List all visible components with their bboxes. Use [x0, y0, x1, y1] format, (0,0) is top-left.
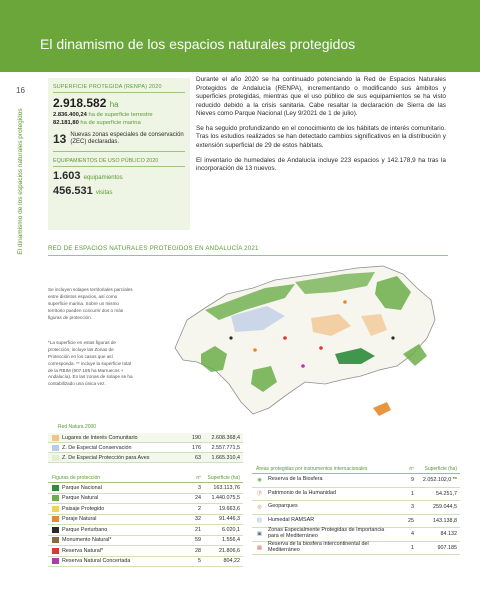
table-row	[252, 542, 460, 556]
body-paragraph: El inventario de humedales de Andalucía incluye 223 espacios y 142.178,9 ha tras la incorporación de 13 nuevos.	[196, 156, 446, 173]
row-count: 21	[195, 526, 201, 533]
red-natura-title: Red Natura 2000	[58, 424, 97, 430]
row-count: 32	[195, 516, 201, 523]
page-header	[0, 0, 480, 72]
legend-swatch	[52, 506, 59, 512]
table-header: Figuras de protección nº Superficie (ha)	[48, 474, 243, 483]
key-figures-box	[48, 78, 190, 230]
row-label: Humedal RAMSAR	[268, 516, 315, 523]
protection-figures-table	[48, 474, 243, 567]
row-label: Parque Natural	[62, 495, 99, 502]
biosphere-icon: ◉	[257, 477, 262, 484]
row-count: 59	[195, 537, 201, 544]
body-paragraph: Se ha seguido profundizando en el conocimiento de los hábitats de interés comunitario. Tras los estudios realizados se han detectado cambios significativos en la distribución y extensión superficial de 29 de estos hábitats.	[196, 124, 446, 150]
red-natura-table	[48, 433, 243, 463]
table-row	[48, 515, 243, 526]
row-surface: 143.138,8	[433, 517, 457, 524]
row-count: 24	[195, 495, 201, 502]
side-section-label	[16, 100, 26, 265]
legend-swatch	[52, 527, 59, 533]
intercontinental-icon: ▤	[257, 544, 262, 551]
equipment-heading: EQUIPAMIENTOS DE USO PÚBLICO 2020	[53, 158, 185, 167]
row-surface: 84.132	[440, 531, 457, 538]
row-count: 3	[198, 484, 201, 491]
table-row	[48, 525, 243, 536]
legend-swatch	[52, 435, 59, 441]
intercontinental-area	[373, 402, 391, 416]
zec-block	[53, 132, 185, 152]
renpa-heading: SUPERFICIE PROTEGIDA (RENPA) 2020	[53, 84, 185, 93]
equipment-total: 1.603 equipamientos	[53, 170, 123, 182]
row-label: Parque Periurbano	[62, 526, 108, 533]
table-row	[252, 515, 460, 529]
reserve-marker	[301, 364, 305, 368]
row-surface: 54.251,7	[436, 490, 457, 497]
row-count: 190	[192, 434, 201, 441]
row-label: Z. De Especial Conservación	[62, 444, 132, 451]
andalucia-protected-areas-map	[135, 258, 465, 428]
table-row	[252, 488, 460, 502]
reserve-marker	[253, 348, 257, 352]
table-row	[48, 433, 243, 443]
row-count: 3	[411, 504, 414, 511]
page-title: El dinamismo de los espacios naturales protegidos	[40, 36, 356, 52]
table-row	[48, 546, 243, 557]
table-header: Áreas protegidas por instrumentos internacionales nº Superficie (ha)	[252, 465, 460, 474]
reserve-marker	[343, 300, 347, 304]
row-count: 4	[411, 531, 414, 538]
row-surface: 2.608.368,4	[211, 434, 240, 441]
reserve-marker	[283, 336, 287, 340]
row-label: Monumento Natural*	[62, 537, 112, 544]
row-surface: 1.665.310,4	[211, 454, 240, 461]
row-surface: 907.185	[437, 544, 457, 551]
reserve-marker	[391, 336, 394, 339]
table-row	[252, 474, 460, 488]
zepim-icon: ▣	[257, 531, 262, 538]
reserve-marker	[229, 336, 232, 339]
row-label: Z. De Especial Protección para Aves	[62, 454, 150, 461]
international-areas-table	[252, 465, 460, 555]
table-row	[252, 528, 460, 542]
side-section-text: El dinamismo de los espacios naturales protegidos	[17, 108, 24, 255]
legend-swatch	[52, 485, 59, 491]
legend-swatch	[52, 558, 59, 564]
row-label: Zonas Especialmente Protegidas de Importancia para el Mediterráneo	[268, 527, 385, 540]
table-row	[252, 501, 460, 515]
row-count: 5	[198, 558, 201, 565]
row-label: Paraje Natural	[62, 516, 97, 523]
visits-total: 456.531 visitas	[53, 185, 113, 197]
row-count: 9	[411, 477, 414, 484]
row-label: Parque Nacional	[62, 484, 102, 491]
row-label: Reserva de la biosfera intercontinental del Mediterráneo	[268, 540, 369, 553]
row-surface: 2.052.102,0 **	[422, 477, 457, 484]
row-surface: 163.113,76	[213, 484, 240, 491]
divider	[48, 255, 448, 256]
terrestre-line: 2.836.400,24 ha de superficie terrestre	[53, 112, 153, 118]
row-surface: 259.044,5	[433, 504, 457, 511]
row-surface: 804,22	[223, 558, 240, 565]
map-note: Se incluyen solapes territoriales parciales entre distintos espacios, así como superficie marina. Sobre un mismo territorio pueden concurrir dos o más figuras de protección.	[48, 287, 133, 320]
renpa-total: 2.918.582 ha	[53, 96, 119, 110]
row-count: 176	[192, 444, 201, 451]
row-count: 1	[411, 544, 414, 551]
reserve-marker	[319, 346, 323, 350]
row-count: 1	[411, 490, 414, 497]
row-count: 28	[195, 547, 201, 554]
heritage-icon: Ⓟ	[256, 491, 262, 498]
legend-swatch	[52, 548, 59, 554]
row-label: Lugares de Interés Comunitario	[62, 434, 138, 441]
row-count: 2	[198, 505, 201, 512]
row-label: Patrimonio de la Humanidad	[268, 489, 337, 496]
row-surface: 91.446,3	[219, 516, 240, 523]
row-surface: 21.806,6	[219, 547, 240, 554]
ramsar-icon: Ⓡ	[256, 518, 262, 525]
legend-swatch	[52, 495, 59, 501]
legend-swatch	[52, 445, 59, 451]
row-label: Reserva de la Biosfera	[268, 476, 323, 483]
row-count: 25	[408, 517, 414, 524]
row-label: Geoparques	[268, 503, 298, 510]
row-surface: 2.557.771,5	[211, 444, 240, 451]
row-label: Reserva Natural*	[62, 547, 104, 554]
row-surface: 1.440.075,5	[211, 495, 240, 502]
row-label: Reserva Natural Concertada	[62, 558, 131, 565]
table-row	[48, 504, 243, 515]
row-surface: 19.663,6	[219, 505, 240, 512]
marina-line: 82.181,80 ha de superficie marina	[53, 120, 141, 126]
page-number: 16	[16, 86, 25, 95]
row-label: Paisaje Protegido	[62, 505, 105, 512]
body-text	[196, 76, 446, 180]
zec-text: Nuevas zonas especiales de conservación (ZEC) declaradas.	[70, 132, 184, 145]
body-paragraph: Durante el año 2020 se ha continuado potenciando la Red de Espacios Naturales Protegidos de Andalucía (RENPA), incrementando o modificando sus ámbitos y superficies protegidas, mientras que el uso público de sus equipamientos se ha visto reducido debido a la crisis sanitaria. Cabe resaltar la declaración de Sierra de las Nieves como Parque Nacional (Ley 9/2021 de 1 de julio).	[196, 76, 446, 118]
table-row	[48, 443, 243, 453]
legend-swatch	[52, 537, 59, 543]
table-row	[48, 483, 243, 494]
table-row	[48, 453, 243, 463]
map-title: RED DE ESPACIOS NATURALES PROTEGIDOS EN ANDALUCÍA 2021	[48, 245, 259, 252]
row-surface: 1.556,4	[222, 537, 240, 544]
row-surface: 6.020,1	[222, 526, 240, 533]
table-row	[48, 536, 243, 547]
table-row	[48, 557, 243, 568]
map-footnote: *La superficie en estas figuras de protección, incluye las Zonas de Protección en los casos que así corresponda. ** incluye la superficie total de la RBIM (907.185 ha Marruecos + Andalucía). En las zonas de solape se ha contabilizado una única vez.	[48, 340, 133, 387]
row-count: 63	[195, 454, 201, 461]
zec-count: 13	[53, 132, 67, 146]
legend-swatch	[52, 516, 59, 522]
table-row	[48, 494, 243, 505]
legend-swatch	[52, 455, 59, 461]
geopark-icon: ◎	[257, 504, 262, 511]
